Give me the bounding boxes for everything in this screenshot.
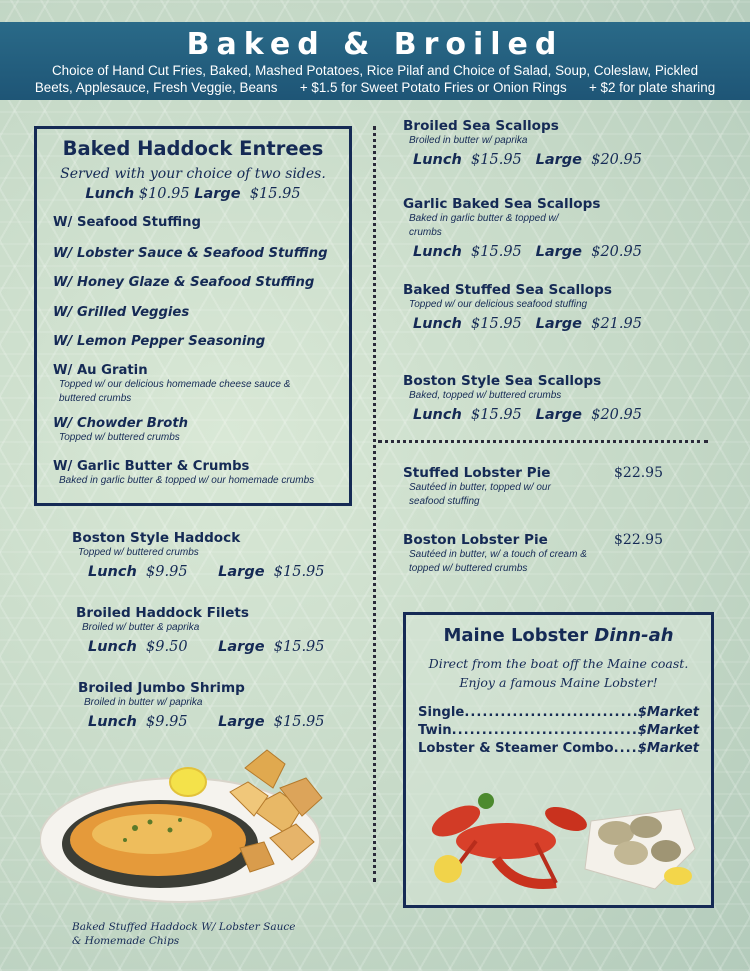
lunch-price: $15.95 bbox=[471, 244, 522, 260]
lunch-label: Lunch bbox=[88, 639, 137, 655]
row-price: $Market bbox=[637, 741, 699, 756]
item-desc: Sautéed in butter, w/ a touch of cream & topped w/ buttered crumbs bbox=[409, 549, 587, 574]
lunch-label: Lunch bbox=[413, 407, 462, 423]
item-desc: Broiled in butter w/ paprika bbox=[84, 697, 203, 708]
large-price: $15.95 bbox=[273, 714, 325, 730]
item-name: Broiled Jumbo Shrimp bbox=[78, 680, 245, 696]
item-name: Garlic Baked Sea Scallops bbox=[403, 196, 601, 212]
option-name: W/ Garlic Butter & Crumbs bbox=[53, 459, 250, 474]
page-title: Baked & Broiled bbox=[186, 27, 564, 62]
option-name: W/ Au Gratin bbox=[53, 363, 148, 378]
lobster-box-title bbox=[418, 625, 699, 646]
lobster-sub-line-1: Direct from the boat off the Maine coast. bbox=[428, 656, 689, 671]
item-broiled-jumbo-shrimp bbox=[78, 680, 325, 730]
item-desc: Sautéed in butter, topped w/ our seafood stuffing bbox=[409, 482, 551, 507]
row-price: $Market bbox=[637, 705, 699, 720]
item-prices bbox=[413, 316, 642, 332]
item-baked-stuffed-sea-scallops bbox=[403, 282, 642, 332]
item-prices bbox=[413, 244, 642, 260]
option-name: W/ Grilled Veggies bbox=[53, 305, 190, 320]
item-desc: Broiled in butter w/ paprika bbox=[409, 135, 528, 146]
option-name: W/ Chowder Broth bbox=[53, 416, 189, 431]
option-name: W/ Lobster Sauce & Seafood Stuffing bbox=[53, 246, 328, 261]
item-desc: Broiled w/ butter & paprika bbox=[82, 622, 200, 633]
item-prices bbox=[413, 407, 642, 423]
item-name: Boston Style Haddock bbox=[72, 530, 241, 546]
sides-line-1: Choice of Hand Cut Fries, Baked, Mashed Potatoes, Rice Pilaf and Choice of Salad, Soup, Coleslaw, Pickled bbox=[51, 63, 699, 78]
large-label: Large bbox=[218, 639, 265, 655]
item-prices bbox=[88, 714, 325, 730]
option-grilled-veggies bbox=[53, 305, 189, 320]
upcharge-fries: + $1.5 for Sweet Potato Fries or Onion Rings bbox=[299, 80, 567, 95]
large-label: Large bbox=[194, 186, 241, 202]
item-name: Boston Style Sea Scallops bbox=[403, 373, 602, 389]
large-label: Large bbox=[535, 244, 582, 260]
row-price: $Market bbox=[637, 723, 699, 738]
option-name: W/ Seafood Stuffing bbox=[53, 215, 201, 230]
item-desc: Baked in garlic butter & topped w/ crumbs bbox=[409, 213, 559, 238]
large-label: Large bbox=[535, 407, 582, 423]
option-desc: Topped w/ our delicious homemade cheese sauce & buttered crumbs bbox=[59, 379, 291, 404]
item-garlic-baked-sea-scallops bbox=[403, 196, 642, 260]
option-lobster-sauce bbox=[53, 246, 328, 261]
haddock-box-subtitle: Served with your choice of two sides. bbox=[60, 166, 326, 182]
lunch-price: $15.95 bbox=[471, 407, 522, 423]
item-boston-style-sea-scallops bbox=[403, 373, 642, 423]
lobster-price-list bbox=[418, 704, 699, 758]
option-chowder-broth bbox=[53, 416, 188, 445]
haddock-box-title: Baked Haddock Entrees bbox=[62, 137, 324, 160]
large-label: Large bbox=[218, 714, 265, 730]
item-price: $22.95 bbox=[614, 532, 663, 548]
lobster-row-twin bbox=[418, 722, 699, 740]
header-banner bbox=[0, 22, 750, 100]
option-name: W/ Honey Glaze & Seafood Stuffing bbox=[53, 275, 315, 290]
lunch-label: Lunch bbox=[413, 152, 462, 168]
sides-line-2 bbox=[10, 79, 740, 96]
sides-info bbox=[0, 62, 750, 96]
lobster-photo bbox=[416, 781, 701, 899]
option-seafood-stuffing bbox=[53, 215, 201, 230]
item-name: Baked Stuffed Sea Scallops bbox=[403, 282, 612, 298]
row-name: Single bbox=[418, 705, 465, 720]
lobster-title-accent: Dinn-ah bbox=[594, 625, 674, 646]
horizontal-divider bbox=[378, 440, 708, 443]
item-price: $22.95 bbox=[614, 465, 663, 481]
lobster-sub-line-2: Enjoy a famous Maine Lobster! bbox=[459, 675, 658, 690]
large-label: Large bbox=[535, 152, 582, 168]
item-name: Boston Lobster Pie bbox=[403, 532, 548, 548]
lunch-price: $15.95 bbox=[471, 316, 522, 332]
item-desc: Topped w/ our delicious seafood stuffing bbox=[409, 299, 588, 310]
large-price: $15.95 bbox=[249, 186, 301, 202]
row-name: Twin bbox=[418, 723, 452, 738]
photo-caption bbox=[72, 920, 295, 948]
lunch-price: $15.95 bbox=[471, 152, 522, 168]
item-name: Stuffed Lobster Pie bbox=[403, 465, 551, 481]
lobster-row-combo bbox=[418, 740, 699, 758]
item-broiled-haddock-filets bbox=[76, 605, 325, 655]
baked-haddock-box bbox=[34, 126, 352, 506]
lunch-label: Lunch bbox=[88, 564, 137, 580]
item-desc: Topped w/ buttered crumbs bbox=[78, 547, 199, 558]
item-broiled-sea-scallops bbox=[403, 118, 642, 168]
item-stuffed-lobster-pie bbox=[403, 465, 703, 509]
lunch-label: Lunch bbox=[88, 714, 137, 730]
caption-line-1: Baked Stuffed Haddock W/ Lobster Sauce bbox=[72, 921, 296, 933]
option-honey-glaze bbox=[53, 275, 314, 290]
haddock-box-prices bbox=[51, 186, 335, 202]
large-price: $15.95 bbox=[273, 639, 325, 655]
option-desc: Topped w/ buttered crumbs bbox=[59, 432, 180, 443]
item-prices bbox=[413, 152, 642, 168]
item-boston-style-haddock bbox=[72, 530, 325, 580]
lunch-price: $9.95 bbox=[146, 714, 188, 730]
large-price: $15.95 bbox=[273, 564, 325, 580]
maine-lobster-box bbox=[403, 612, 714, 908]
item-desc: Baked, topped w/ buttered crumbs bbox=[409, 390, 562, 401]
option-name: W/ Lemon Pepper Seasoning bbox=[53, 334, 266, 349]
lobster-row-single bbox=[418, 704, 699, 722]
lunch-price: $9.95 bbox=[146, 564, 188, 580]
option-garlic-butter bbox=[53, 459, 343, 488]
large-price: $20.95 bbox=[591, 407, 642, 423]
item-prices bbox=[88, 564, 325, 580]
vertical-divider bbox=[373, 126, 376, 882]
large-label: Large bbox=[218, 564, 265, 580]
large-price: $21.95 bbox=[591, 316, 642, 332]
lunch-label: Lunch bbox=[85, 186, 135, 202]
large-label: Large bbox=[535, 316, 582, 332]
option-au-gratin bbox=[53, 363, 313, 406]
haddock-photo bbox=[40, 748, 340, 914]
item-prices bbox=[88, 639, 325, 655]
large-price: $20.95 bbox=[591, 244, 642, 260]
option-desc: Baked in garlic butter & topped w/ our homemade crumbs bbox=[59, 475, 315, 486]
large-price: $20.95 bbox=[591, 152, 642, 168]
sides-line-2a: Beets, Applesauce, Fresh Veggie, Beans bbox=[34, 80, 278, 95]
upcharge-sharing: + $2 for plate sharing bbox=[589, 80, 716, 95]
lunch-label: Lunch bbox=[413, 244, 462, 260]
lobster-box-subtitle bbox=[418, 654, 699, 692]
option-lemon-pepper bbox=[53, 334, 265, 349]
lunch-price: $9.50 bbox=[146, 639, 188, 655]
lunch-label: Lunch bbox=[413, 316, 462, 332]
lunch-price: $10.95 bbox=[138, 186, 190, 202]
item-boston-lobster-pie bbox=[403, 532, 703, 576]
item-name: Broiled Sea Scallops bbox=[403, 118, 559, 134]
row-name: Lobster & Steamer Combo bbox=[418, 741, 614, 756]
lobster-title-main: Maine Lobster bbox=[443, 625, 589, 646]
caption-line-2: & Homemade Chips bbox=[72, 935, 180, 947]
item-name: Broiled Haddock Filets bbox=[76, 605, 250, 621]
